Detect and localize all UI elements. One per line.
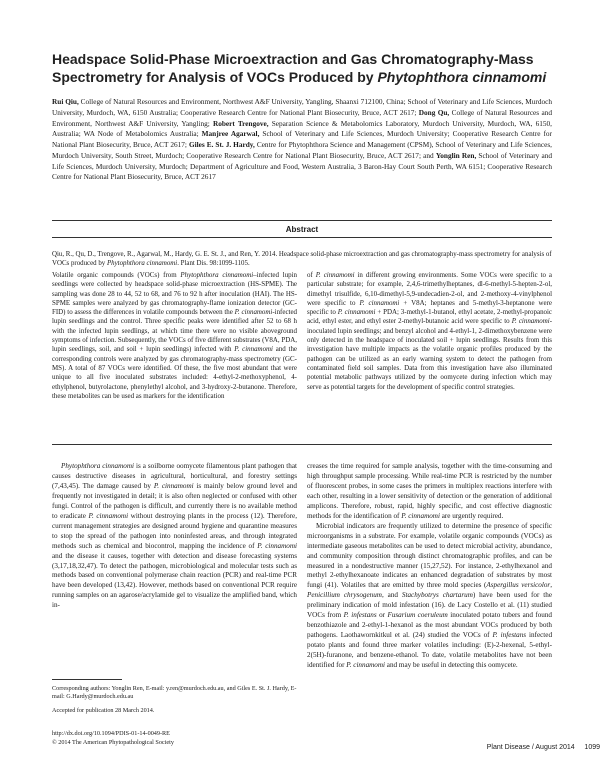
author-name: Yonglin Ren, bbox=[435, 150, 477, 160]
author-name: Dong Qu, bbox=[418, 107, 450, 117]
citation bbox=[52, 250, 552, 269]
body-paragraph: Phytophthora cinnamomi is a soilborne oomycete filamentous plant pathogen that causes destructive diseases in agricultural, horticultural, and forestry settings (7,43,45). The damage caused by P. cinnamomi is mainly below ground level and frequently not investigated in detail; it is also often neglected or confused with other fungi. Control of the pathogen is difficult, and currently there is no available method to eradicate P. cinnamomi without destroying plants in the process (12). Therefore, current management strategies are designed around hygiene and quarantine measures to stop the spread of the pathogen into noninfested areas, and through integrated methods such as chemical and biocontrol, mapping the incidence of P. cinnamomi and the disease it causes, together with detection and disease forecasting systems (3,17,18,32,47). To detect the pathogen, microbiological and molecular tests such as methods based on conventional polymerase chain reaction (PCR) and real-time PCR have been developed (13,42). However, methods based on conventional PCR require running samples on an agarose/acrylamide gel to visualize the amplified band, which in- bbox=[52, 462, 298, 610]
author-affiliation: College of Natural Resources and Environment, Northwest A&F University, Yangling; bbox=[52, 107, 552, 128]
body-left-column bbox=[52, 462, 297, 611]
footnote-rule bbox=[52, 679, 122, 680]
body-paragraph: Microbial indicators are frequently utilized to determine the presence of specific microorganisms in a substrate. For example, volatile organic compounds (VOCs) as intermediate gaseous metabolites can be used to detect microbial activity, abundance, and community composition through distinct chromatographic profiles, and can be measured in a nondestructive manner (15,27,52). For instance, 2-ethylhexanol and methyl 2-ethylhexanoate indicates an enhanced degradation of substrates by most fungi (41). Volatiles that are emitted by three mold species (Aspergillus versicolor, Penicillium chrysogenum, and Stachybotrys chartarum) have been used for the preliminary indication of mold infestation (16). de Lacy Costello et al. (11) studied VOCs from P. infestans or Fusarium coeruleum inoculated potato tubers and found benzothiazole and 2-ethyl-1-hexanol as the most abundant VOCs produced by both pathogens. Laothawornkitkul et al. (24) studied the VOCs of P. infestans infected potato plants and found three marker volatiles including: (E)-2-hexenal, 5-ethyl-2(5H)-furanone, and benzene-ethanol. To date, volatile metabolites have not been identified for P. cinnamomi and may be useful in detecting this oomycete. bbox=[307, 521, 553, 670]
author-affiliation: Centre for Phytophthora Science and Management (CPSM), School of Veterinary and Life Sciences, Murdoch University, South Street, Murdoch; Cooperative Research Centre for National Plant Biosecurity, Bruce, ACT 2617; and bbox=[52, 140, 552, 160]
citation-species: Phytophthora cinnamomi bbox=[106, 260, 178, 268]
abstract-heading: Abstract bbox=[285, 225, 319, 234]
author-name: Manjree Agarwal, bbox=[201, 129, 260, 139]
abstract-right-column: of P. cinnamomi in different growing environments. Some VOCs were specific to a particular substrate; for example, 2,4,6-trimethylheptanes, dl-6-methyl-5-hepten-2-ol, dimethyl trisulfide, 6,10-dimethyl-5,9-undecadien-2-ol, and 2-methoxy-4-vinylphenol were specific to P. cinnamomi + V8A; heptanes and 5-methyl-3-heptanone were specific to P. cinnamomi + PDA; 3-methyl-1-butanol, ethyl acetate, 2-methyl-propanoic acid, ethyl ester, and ethyl ester 2-methyl-butanoic acid were specific to P. cinnamomi-inoculated lupin seedlings; and benzyl alcohol and 4-ethyl-1, 2-dimethoxybenzene were only detected in the headspace of inoculated soil + lupin seedlings. Results from this investigation have multiple impacts as the volatile organic profiles produced by the pathogen can be utilized as an early warning system to detect the pathogen from contaminated field soil samples. Data from this investigation have also illuminated potential metabolic pathways utilized by the oomycete during infection which may serve as potential targets for the development of specific control strategies. bbox=[307, 271, 553, 391]
citation-source: . Plant Dis. 98:1099-1105. bbox=[177, 260, 250, 268]
author-affiliation: School of Veterinary and Life Sciences, Murdoch University, Murdoch; Department of Agriculture and Food, Western Australia, 3 Baron-Hay Court South Perth, WA 6151; Cooperative Research Centre for National Plant Biosecurity, Bruce, ACT 2617 bbox=[52, 150, 552, 182]
copyright-note: © 2014 The American Phytopathological Society bbox=[52, 739, 174, 746]
journal-footer: Plant Disease / August 2014 1099 bbox=[486, 744, 600, 751]
abstract-bottom-rule bbox=[52, 444, 552, 445]
title-species: Phytophthora cinnamomi bbox=[377, 69, 547, 85]
corresponding-authors-note: Corresponding authors: Yonglin Ren, E-mail: y.ren@murdoch.edu.au, and Giles E. St. J. Hardy, E-mail: G.Hardy@murdoch.edu.au bbox=[52, 685, 297, 700]
article-title bbox=[52, 50, 552, 86]
accepted-note: Accepted for publication 28 March 2014. bbox=[52, 707, 155, 714]
author-name: Giles E. St. J. Hardy, bbox=[188, 140, 255, 149]
abstract-left-column: Volatile organic compounds (VOCs) from Phytophthora cinnamomi–infected lupin seedlings were collected by headspace solid-phase microextraction (HS-SPME). The sampling was done 28 to 44, 52 to 68, and 76 to 92 h after inoculation (HAI). The HS-SPME samples were analyzed by gas chromatography-flame ionization detector (GC-FID) to assess the differences in volatile compounds between the P. cinnamomi-infected lupin seedlings and the control. Three specific peaks were identified after 52 to 68 h with the infected lupin seedlings, at which time there were no visible aboveground symptoms of infection. Subsequently, the VOCs of five different substrates (V8A, PDA, lupin seedlings, soil, and soil + lupin seedlings) infected with P. cinnamomi and the corresponding controls were analyzed by gas chromatography-mass spectrometry (GC-MS). A total of 87 VOCs were identified. Of these, the five most abundant that were unique to all five inoculated substrates included: 4-ethyl-2-methoxyphenol, 4-ethylphenol, butyrolactone, phenylethyl alcohol, and 3-hydroxy-2-butanone. Therefore, these metabolites can be used as markers for the identification bbox=[52, 271, 298, 400]
doi-link[interactable]: http://dx.doi.org/10.1094/PDIS-01-14-0049-RE bbox=[52, 730, 170, 737]
author-affiliation: College of Natural Resources and Environment, Northwest A&F University, Yangling, Shaanxi 712100, China; School of Veterinary and Life Sciences, Murdoch University, Murdoch, WA, 6150 Australia; Cooperative Research Centre for National Plant Biosecurity, Bruce, ACT 2617; bbox=[52, 97, 553, 117]
author-affiliations bbox=[52, 97, 552, 183]
author-affiliation: School of Veterinary and Life Sciences, Murdoch University; Cooperative Research Centre for National Plant Biosecurity, Bruce, ACT 2617; bbox=[52, 129, 552, 149]
author-name: Rui Qiu, bbox=[52, 97, 79, 106]
body-paragraph: creases the time required for sample analysis, together with the time-consuming and high throughput sample processing. While real-time PCR is restricted by the number of fluorescent probes, in some cases the primers in multiplex reactions interfere with each other, resulting in a lower sensitivity of detection or the generation of additional amplicons. Therefore, robust, rapid, highly specific, and cost effective diagnostic methods for the identification of P. cinnamomi are urgently required. bbox=[307, 462, 552, 520]
abstract-heading-rule bbox=[52, 237, 552, 238]
author-affiliation: Separation Science & Metabolomics Laboratory, Murdoch University, Murdoch, WA, 6150, Australia; WA Node of Metabolomics Australia; bbox=[52, 118, 552, 139]
citation-text: Qiu, R., Qu, D., Trengove, R., Agarwal, M., Hardy, G. E. St. J., and Ren, Y. 2014. Headspace solid-phase microextraction and gas chromatography-mass spectrometry for analysis of VOCs produced by bbox=[52, 251, 552, 268]
title-main: Headspace Solid-Phase Microextraction and Gas Chromatography-Mass Spectrometry for Analysis of VOCs Produced by bbox=[52, 51, 534, 85]
body-right-column bbox=[307, 462, 552, 671]
author-name: Robert Trengove, bbox=[212, 118, 269, 128]
abstract-top-rule bbox=[52, 220, 552, 221]
